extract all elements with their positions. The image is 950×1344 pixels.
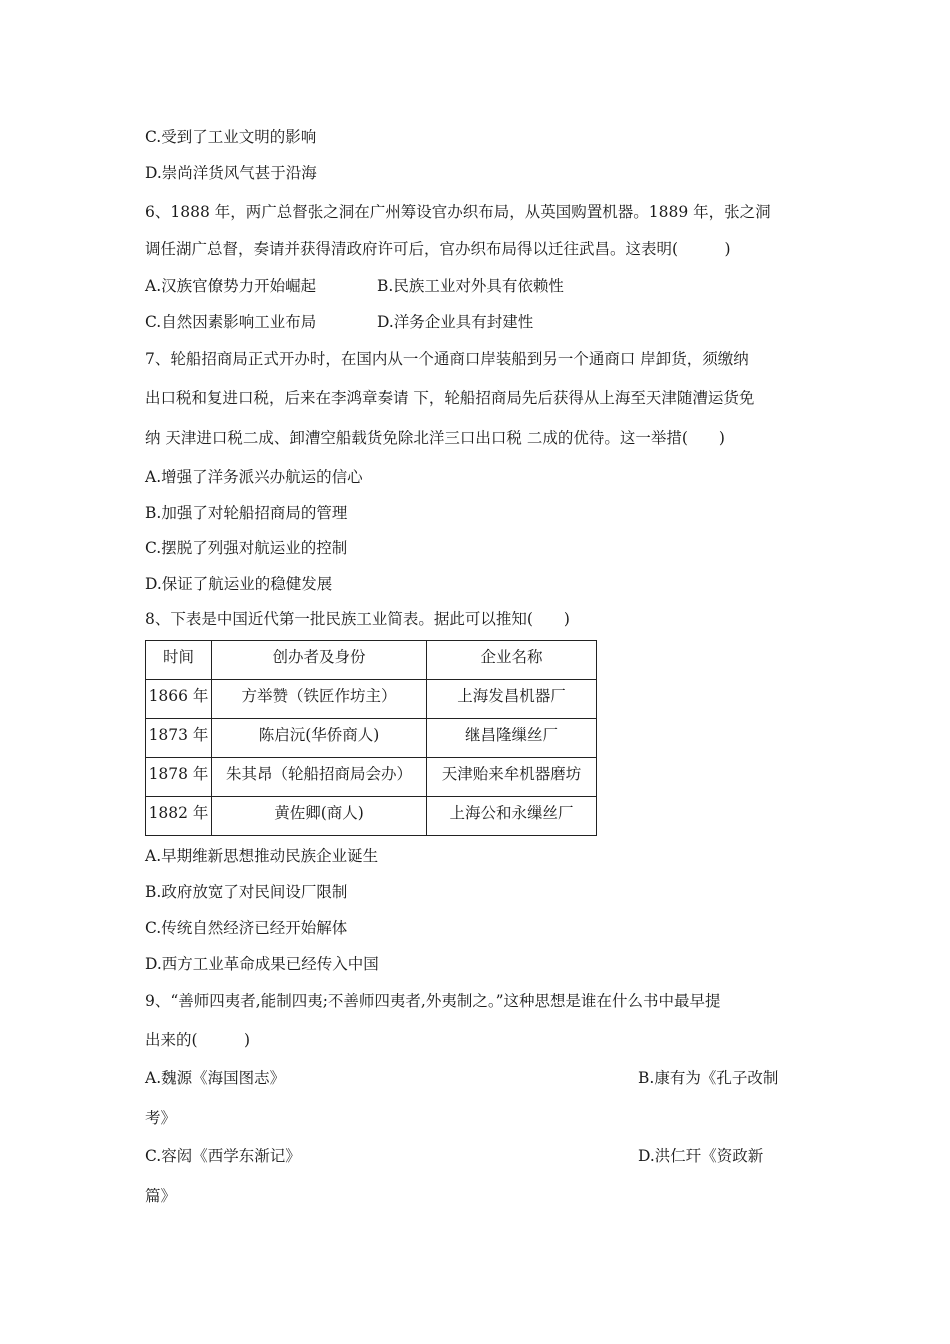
table-cell: 1866 年 <box>146 680 212 719</box>
q9-stem-line-2: 出来的( ) <box>145 1031 251 1049</box>
q6-stem-line-1: 6、1888 年，两广总督张之洞在广州筹设官办织布局，从英国购置机器。1889 年，张之洞 <box>145 203 771 221</box>
table-cell: 1878 年 <box>146 758 212 797</box>
q7-option-b: B.加强了对轮船招商局的管理 <box>145 504 348 522</box>
q7-option-c: C.摆脱了列强对航运业的控制 <box>145 539 348 557</box>
q9-option-c: C.容闳《西学东渐记》 <box>145 1147 301 1165</box>
q9-option-d: D.洪仁玕《资政新 <box>638 1147 764 1165</box>
table-cell: 陈启沅(华侨商人) <box>212 719 427 758</box>
q7-stem-line-3: 纳 天津进口税二成、卸漕空船载货免除北洋三口出口税 二成的优待。这一举措( ) <box>145 429 725 447</box>
table-row <box>146 758 597 797</box>
table-header-cell: 创办者及身份 <box>212 641 427 680</box>
table-cell: 上海发昌机器厂 <box>427 680 597 719</box>
table-header-cell: 时间 <box>146 641 212 680</box>
enterprise-table <box>145 640 597 836</box>
table-cell: 朱其昂（轮船招商局会办） <box>212 758 427 797</box>
q6-option-b: B.民族工业对外具有依赖性 <box>377 277 564 295</box>
table-cell: 1873 年 <box>146 719 212 758</box>
table-row <box>146 680 597 719</box>
table-cell: 方举赞（铁匠作坊主） <box>212 680 427 719</box>
q6-stem-line-2: 调任湖广总督，奏请并获得清政府许可后，官办织布局得以迁往武昌。这表明( ) <box>145 240 731 258</box>
q8-option-d: D.西方工业革命成果已经传入中国 <box>145 955 379 973</box>
table-cell: 上海公和永缫丝厂 <box>427 797 597 836</box>
table-cell: 1882 年 <box>146 797 212 836</box>
table-cell: 继昌隆缫丝厂 <box>427 719 597 758</box>
q5-option-d: D.崇尚洋货风气甚于沿海 <box>145 164 317 182</box>
q6-option-a: A.汉族官僚势力开始崛起 <box>145 277 317 295</box>
q9-option-d-continued: 篇》 <box>145 1187 177 1205</box>
table-cell: 黄佐卿(商人) <box>212 797 427 836</box>
q8-option-a: A.早期维新思想推动民族企业诞生 <box>145 847 379 865</box>
q7-option-d: D.保证了航运业的稳健发展 <box>145 575 333 593</box>
q7-stem-line-2: 出口税和复进口税，后来在李鸿章奏请 下，轮船招商局先后获得从上海至天津随漕运货免 <box>145 389 755 407</box>
table-row <box>146 719 597 758</box>
q9-option-b-continued: 考》 <box>145 1109 177 1127</box>
q7-option-a: A.增强了洋务派兴办航运的信心 <box>145 468 363 486</box>
table-cell: 天津贻来牟机器磨坊 <box>427 758 597 797</box>
q8-option-b: B.政府放宽了对民间设厂限制 <box>145 883 348 901</box>
table-header-cell: 企业名称 <box>427 641 597 680</box>
q9-stem-line-1: 9、“善师四夷者,能制四夷;不善师四夷者,外夷制之。”这种思想是谁在什么书中最早提 <box>145 992 721 1010</box>
q9-option-a: A.魏源《海国图志》 <box>145 1069 286 1087</box>
table-row <box>146 797 597 836</box>
q8-stem: 8、下表是中国近代第一批民族工业简表。据此可以推知( ) <box>145 610 570 628</box>
q8-option-c: C.传统自然经济已经开始解体 <box>145 919 348 937</box>
q6-option-d: D.洋务企业具有封建性 <box>377 313 534 331</box>
table-header-row <box>146 641 597 680</box>
q7-stem-line-1: 7、轮船招商局正式开办时，在国内从一个通商口岸装船到另一个通商口 岸卸货，须缴纳 <box>145 350 749 368</box>
q6-option-c: C.自然因素影响工业布局 <box>145 313 317 331</box>
q5-option-c: C.受到了工业文明的影响 <box>145 128 317 146</box>
q9-option-b: B.康有为《孔子改制 <box>638 1069 779 1087</box>
